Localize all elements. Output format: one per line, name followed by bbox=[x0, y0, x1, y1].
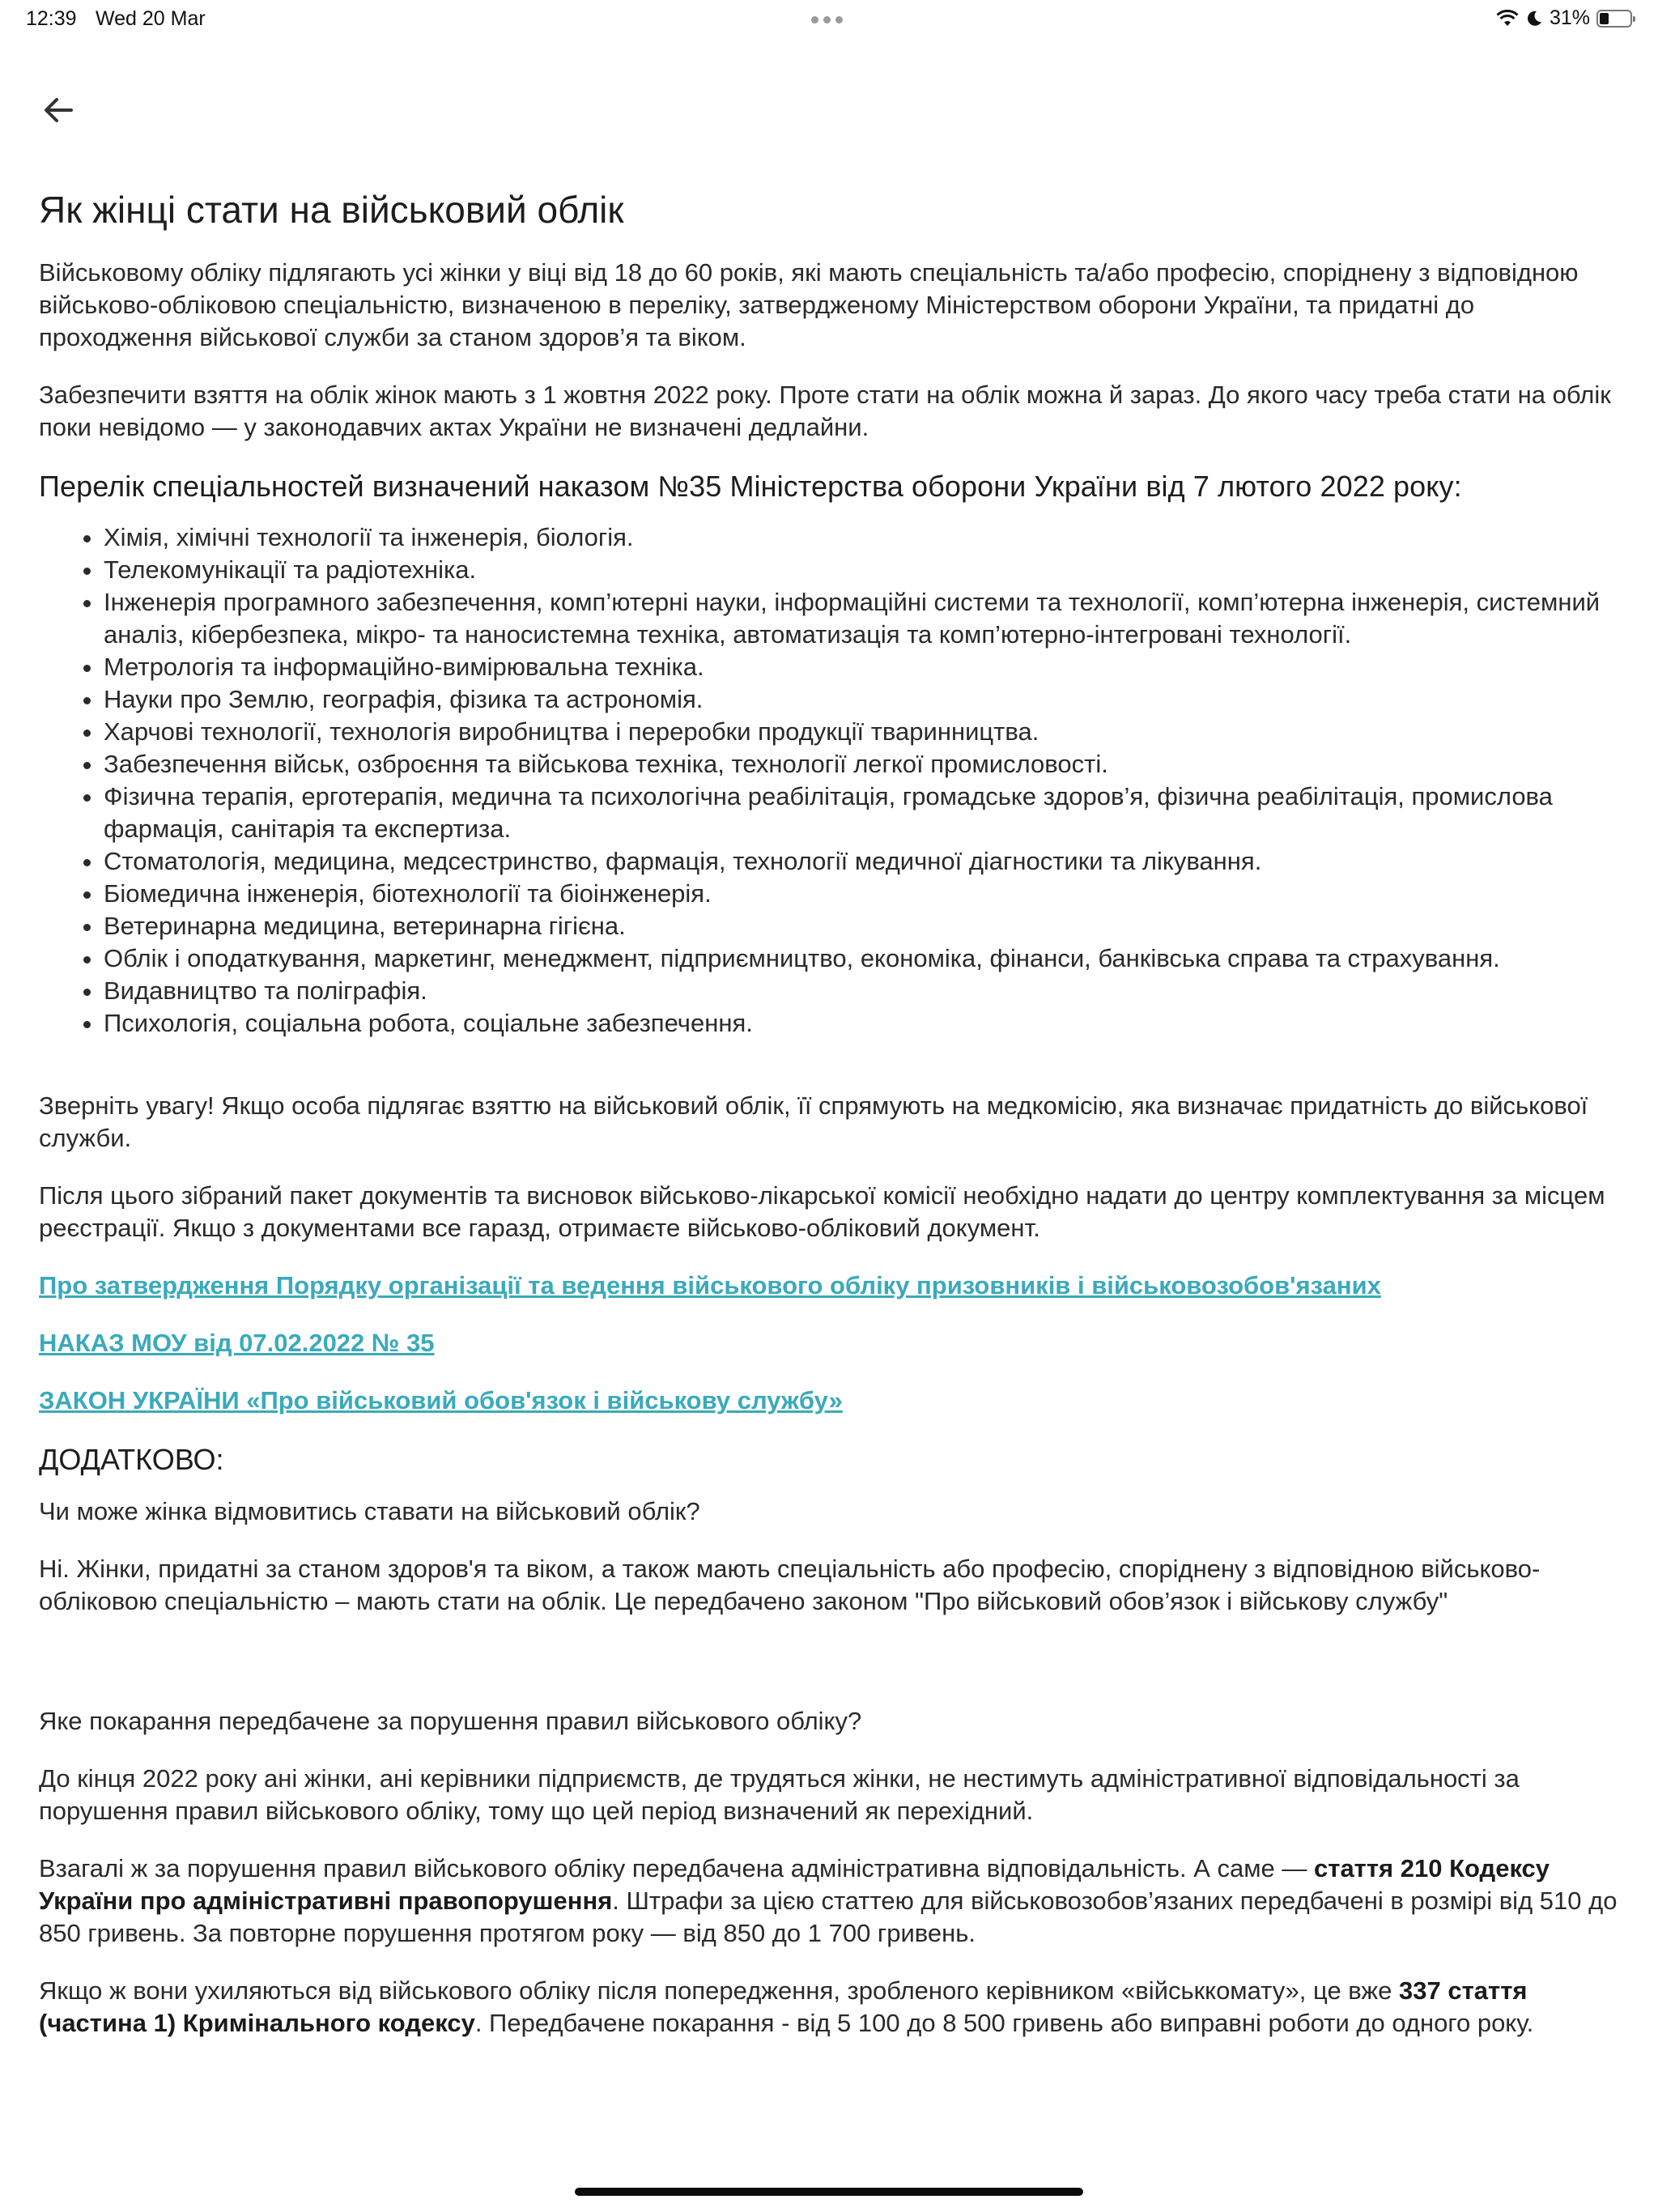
notice-paragraph: Зверніть увагу! Якщо особа підлягає взяттю на військовий облік, її спрямують на медкомісію, яка визначає придатність до військової служби. bbox=[39, 1091, 1588, 1153]
arrow-left-icon bbox=[39, 91, 78, 130]
link-mod-order-35[interactable]: НАКАЗ МОУ від 07.02.2022 № 35 bbox=[39, 1329, 435, 1358]
status-bar bbox=[0, 0, 1658, 37]
list-item: • Харчові технології, технологія виробництва і переробки продукції тваринництва. bbox=[104, 716, 1618, 748]
list-item: • Ветеринарна медицина, ветеринарна гігієна. bbox=[104, 910, 1618, 942]
answer-refuse: Ні. Жінки, придатні за станом здоров'я та віком, а також мають спеціальність або професію, споріднену з відповідною військово-обліковою спеціальністю – мають стати на облік. Це передбачено законом "Про військовий обов’язок і військову службу" bbox=[39, 1554, 1541, 1615]
deadline-paragraph: Забезпечити взяття на облік жінок мають з 1 жовтня 2022 року. Проте стати на облік можна й зараз. До якого часу треба стати на облік поки невідомо — у законодавчих актах України не визначені дедлайни. bbox=[39, 381, 1611, 442]
specialties-heading: Перелік спеціальностей визначений наказом №35 Міністерства оборони України від 7 лютого 2022 року: bbox=[39, 470, 1462, 504]
article-337-reference: 337 стаття (частина 1) Кримінального кодексу bbox=[39, 1976, 1528, 2037]
article-210-reference: стаття 210 Кодексу України про адміністративні правопорушення bbox=[39, 1853, 1550, 1915]
question-refuse: Чи може жінка відмовитись ставати на військовий облік? bbox=[39, 1496, 700, 1525]
page-title: Як жінці стати на військовий облік bbox=[39, 189, 624, 231]
list-item: • Біомедична інженерія, біотехнології та біоінженерія. bbox=[104, 878, 1618, 910]
additional-heading: ДОДАТКОВО: bbox=[39, 1443, 224, 1477]
specialties-list bbox=[39, 521, 1618, 1040]
answer-transition: До кінця 2022 року ані жінки, ані керівники підприємств, де трудяться жінки, не нестимуть адміністративної відповідальності за порушення правил військового обліку, тому що цей період визначений як перехідний. bbox=[39, 1763, 1520, 1825]
list-item: • Телекомунікації та радіотехніка. bbox=[104, 554, 1618, 586]
answer-administrative: Взагалі ж за порушення правил військового обліку передбачена адміністративна відповідальність. А саме — стаття 210 Кодексу України про адміністративні правопорушення. Штрафи за цією статтею для військовозобов’язаних передбачені в розмірі від 510 до 850 гривень. За повторне порушення протягом року — від 850 до 1 700 гривень. bbox=[39, 1853, 1618, 1947]
battery-level bbox=[1600, 13, 1609, 24]
moon-icon bbox=[1525, 10, 1543, 28]
multitasking-dots-icon[interactable] bbox=[811, 16, 843, 23]
status-time: 12:39 bbox=[26, 7, 77, 30]
link-registration-procedure[interactable]: Про затвердження Порядку організації та ведення військового обліку призовників і військовозобов'язаних bbox=[39, 1271, 1381, 1300]
intro-paragraph: Військовому обліку підлягають усі жінки у віці від 18 до 60 років, які мають спеціальність та/або професію, споріднену з відповідною військово-обліковою спеціальністю, визначеною в переліку, затвердженому Міністерством оборони України, та придатні до проходження військової служби за станом здоров’я та віком. bbox=[39, 258, 1579, 352]
list-item: • Стоматологія, медицина, медсестринство, фармація, технології медичної діагностики та лікування. bbox=[104, 845, 1618, 878]
battery-icon bbox=[1596, 10, 1632, 28]
battery-percent: 31% bbox=[1549, 6, 1590, 29]
list-item: • Науки про Землю, географія, фізика та астрономія. bbox=[104, 683, 1618, 716]
article bbox=[39, 188, 1618, 2065]
list-item: • Забезпечення військ, озброєння та військова техніка, технології легкої промисловості. bbox=[104, 748, 1618, 781]
status-indicators bbox=[1496, 6, 1632, 30]
list-item: • Фізична терапія, ерготерапія, медична та психологічна реабілітація, громадське здоров’я, фізична реабілітація, промислова фармація, санітарія та експертиза. bbox=[104, 781, 1618, 845]
wifi-icon bbox=[1496, 10, 1519, 28]
list-item: • Інженерія програмного забезпечення, комп’ютерні науки, інформаційні системи та технології, комп’ютерна інженерія, системний аналіз, кібербезпека, мікро- та наносистемна техніка, автоматизація та комп’ютерно-інтегровані технології. bbox=[104, 586, 1618, 651]
list-item: • Облік і оподаткування, маркетинг, менеджмент, підприємництво, економіка, фінанси, банківська справа та страхування. bbox=[104, 942, 1618, 975]
answer-criminal: Якщо ж вони ухиляються від військового обліку після попередження, зробленого керівником «військкомату», це вже 337 стаття (частина 1) Кримінального кодексу. Передбачене покарання - від 5 100 до 8 500 гривень або виправні роботи до одного року. bbox=[39, 1976, 1534, 2037]
list-item: • Видавництво та поліграфія. bbox=[104, 975, 1618, 1007]
list-item: • Психологія, соціальна робота, соціальне забезпечення. bbox=[104, 1007, 1618, 1040]
question-penalty: Яке покарання передбачене за порушення правил військового обліку? bbox=[39, 1706, 862, 1735]
status-date: Wed 20 Mar bbox=[96, 7, 206, 30]
back-button[interactable] bbox=[39, 91, 78, 130]
list-item: • Хімія, хімічні технології та інженерія, біологія. bbox=[104, 521, 1618, 554]
list-item: • Метрологія та інформаційно-вимірювальна техніка. bbox=[104, 651, 1618, 683]
home-indicator[interactable] bbox=[575, 2188, 1083, 2196]
link-military-service-law[interactable]: ЗАКОН УКРАЇНИ «Про військовий обов'язок і військову службу» bbox=[39, 1386, 843, 1415]
documents-paragraph: Після цього зібраний пакет документів та висновок військово-лікарської комісії необхідно надати до центру комплектування за місцем реєстрації. Якщо з документами все гаразд, отримаєте військово-обліковий документ. bbox=[39, 1181, 1605, 1243]
